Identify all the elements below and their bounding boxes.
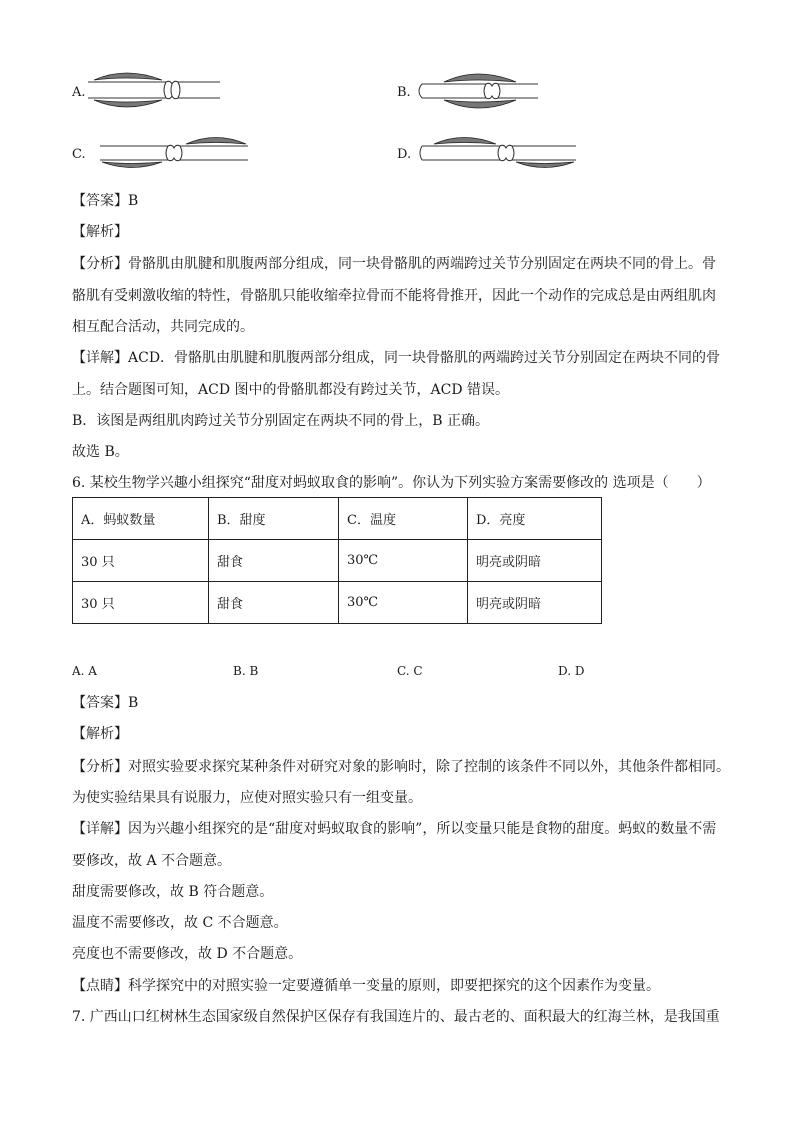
muscle-joint-diagram-d-icon	[418, 135, 578, 171]
table-cell: 甜食	[209, 582, 339, 624]
experiment-table	[72, 497, 602, 624]
table-row	[73, 540, 602, 582]
option-c-label: C.	[72, 147, 86, 162]
table-cell: 明亮或阴暗	[468, 540, 602, 582]
q6-choice-a: A. A	[72, 664, 97, 678]
table-cell: 30 只	[73, 582, 209, 624]
q6-analysis-header: 【解析】	[72, 726, 128, 742]
q6-fenxi-line: 【分析】对照实验要求探究某种条件对研究对象的影响时，除了控制的该条件不同以外，其他条件都相同。	[72, 759, 730, 775]
q5-answer: 【答案】B	[72, 193, 139, 209]
q6-fenxi-line: 为使实验结果具有说服力，应使对照实验只有一组变量。	[72, 790, 422, 806]
q5-xiangjie-line: 故选 B。	[72, 444, 129, 460]
muscle-joint-diagram-a-icon	[88, 72, 220, 108]
q6-xiangjie-line: 温度不需要修改，故 C 不合题意。	[72, 915, 288, 931]
table-header-cell: C．温度	[339, 498, 468, 540]
q6-dianjing: 【点睛】科学探究中的对照实验一定要遵循单一变量的原则，即要把探究的这个因素作为变量。	[72, 978, 660, 994]
q6-stem: 6. 某校生物学兴趣小组探究“甜度对蚂蚁取食的影响”。你认为下列实验方案需要修改的 选项是（ ）	[72, 475, 711, 491]
table-row	[73, 582, 602, 624]
q5-fenxi-line: 相互配合活动，共同完成的。	[72, 319, 254, 335]
q6-choice-d: D. D	[558, 664, 585, 678]
option-d-label: D.	[397, 147, 412, 162]
table-header-cell: A．蚂蚁数量	[73, 498, 209, 540]
q6-answer: 【答案】B	[72, 695, 139, 711]
table-header-row	[73, 498, 602, 540]
q5-xiangjie-line: 上。结合题图可知，ACD 图中的骨骼肌都没有跨过关节，ACD 错误。	[72, 382, 509, 398]
table-header-cell: D．亮度	[468, 498, 602, 540]
q6-xiangjie-line: 亮度也不需要修改，故 D 不合题意。	[72, 946, 303, 962]
muscle-joint-diagram-c-icon	[96, 135, 248, 171]
q5-xiangjie-line: B．该图是两组肌肉跨过关节分别固定在两块不同的骨上，B 正确。	[72, 413, 490, 429]
table-cell: 明亮或阴暗	[468, 582, 602, 624]
q5-fenxi-line: 骼肌有受刺激收缩的特性，骨骼肌只能收缩牵拉骨而不能将骨推开，因此一个动作的完成总是由两组肌肉	[72, 288, 716, 304]
option-b-label: B.	[397, 85, 411, 100]
table-cell: 30℃	[339, 582, 468, 624]
table-cell: 30 只	[73, 540, 209, 582]
q6-choice-b: B. B	[233, 664, 259, 678]
q5-xiangjie-line: 【详解】ACD．骨骼肌由肌腱和肌腹两部分组成，同一块骨骼肌的两端跨过关节分别固定在两块不同的骨	[72, 350, 721, 366]
q5-fenxi-line: 【分析】骨骼肌由肌腱和肌腹两部分组成，同一块骨骼肌的两端跨过关节分别固定在两块不同的骨上。骨	[72, 256, 716, 272]
q6-xiangjie-line: 甜度需要修改，故 B 符合题意。	[72, 884, 274, 900]
q6-xiangjie-line: 【详解】因为兴趣小组探究的是“甜度对蚂蚁取食的影响”，所以变量只能是食物的甜度。蚂蚁的数量不需	[72, 821, 717, 837]
option-a-label: A.	[72, 85, 86, 100]
q6-xiangjie-line: 要修改，故 A 不合题意。	[72, 853, 232, 869]
muscle-joint-diagram-b-icon	[416, 72, 538, 110]
table-header-cell: B．甜度	[209, 498, 339, 540]
q7-stem: 7. 广西山口红树林生态国家级自然保护区保存有我国连片的、最古老的、面积最大的红海兰林，是我国重	[72, 1009, 720, 1025]
table-cell: 30℃	[339, 540, 468, 582]
q5-analysis-header: 【解析】	[72, 224, 128, 240]
q6-choice-c: C. C	[397, 664, 423, 678]
table-cell: 甜食	[209, 540, 339, 582]
